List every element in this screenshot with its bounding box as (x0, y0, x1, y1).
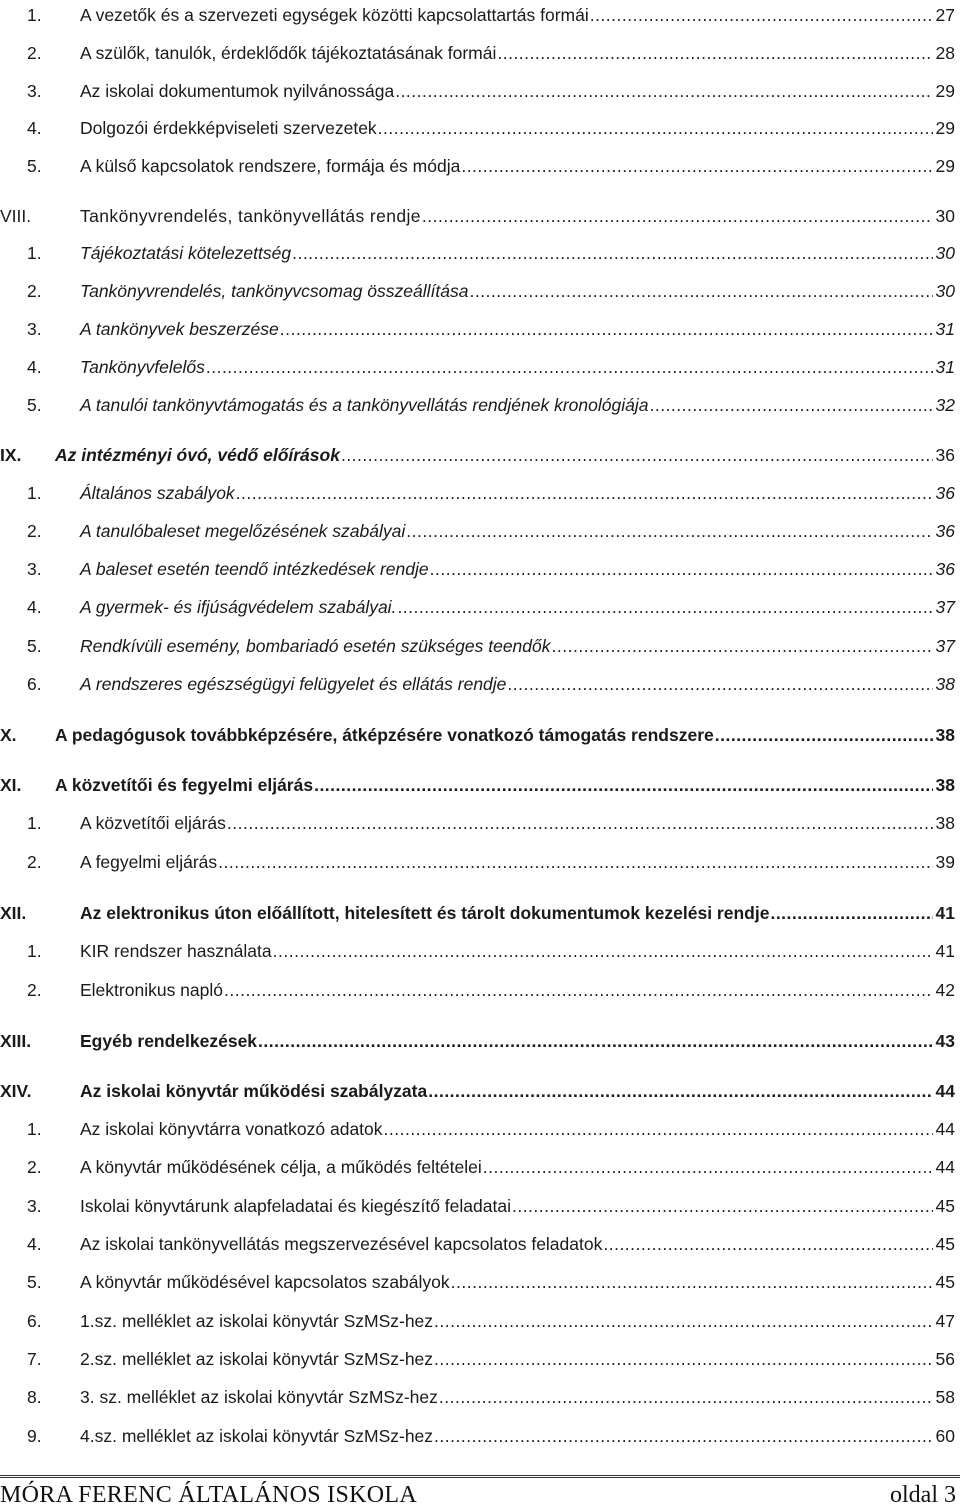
toc-entry-page: 37 (935, 597, 955, 617)
toc-dot-leader (292, 242, 932, 264)
toc-entry[interactable] (0, 722, 955, 746)
toc-entry-title: Általános szabályok (80, 483, 235, 503)
toc-entry-number: 2. (27, 980, 42, 1000)
toc-dot-leader (469, 280, 932, 302)
toc-entry-title: 3. sz. melléklet az iskolai könyvtár SzMSz-hez (80, 1387, 438, 1407)
toc-entry[interactable] (0, 1269, 955, 1293)
toc-entry-page: 38 (935, 813, 955, 833)
toc-dot-leader (590, 4, 933, 26)
toc-dot-leader (314, 774, 932, 796)
toc-entry-page: 29 (935, 81, 955, 101)
toc-entry[interactable] (0, 1154, 955, 1178)
toc-entry[interactable] (0, 1028, 955, 1052)
toc-dot-leader (236, 482, 933, 504)
toc-entry-title: Dolgozói érdekképviseleti szervezetek (80, 118, 377, 138)
toc-dot-leader (378, 117, 933, 139)
toc-entry[interactable] (0, 849, 955, 873)
toc-entry-title: Elektronikus napló (80, 980, 223, 1000)
toc-entry[interactable] (0, 1116, 955, 1140)
toc-entry-title: A könyvtár működésével kapcsolatos szabályok (80, 1272, 450, 1292)
toc-entry-page: 31 (935, 357, 955, 377)
toc-dot-leader (227, 812, 933, 834)
toc-entry[interactable] (0, 1193, 955, 1217)
toc-entry-page: 27 (935, 5, 955, 25)
toc-entry[interactable] (0, 78, 955, 102)
toc-entry[interactable] (0, 354, 955, 378)
toc-entry[interactable] (0, 594, 955, 618)
toc-dot-leader (434, 1348, 932, 1370)
toc-dot-leader (461, 155, 932, 177)
toc-entry-number: 4. (27, 118, 42, 138)
toc-dot-leader (497, 42, 932, 64)
toc-entry-title: Tankönyvfelelős (80, 357, 205, 377)
toc-entry-page: 47 (935, 1311, 955, 1331)
toc-entry-number: XII. (0, 903, 27, 923)
toc-entry-title: KIR rendszer használata (80, 941, 272, 961)
toc-entry-number: 8. (27, 1387, 42, 1407)
toc-entry-number: X. (0, 725, 17, 745)
toc-entry-title: A gyermek- és ifjúságvédelem szabályai. (80, 597, 397, 617)
toc-entry[interactable] (0, 1346, 955, 1370)
toc-entry[interactable] (0, 153, 955, 177)
toc-dot-leader (406, 520, 932, 542)
toc-entry-number: XI. (0, 775, 22, 795)
toc-entry-page: 44 (935, 1081, 955, 1101)
toc-entry-number: 1. (27, 941, 42, 961)
toc-entry[interactable] (0, 392, 955, 416)
toc-entry[interactable] (0, 1308, 955, 1332)
toc-entry-number: 5. (27, 1272, 42, 1292)
toc-entry-title: Tankönyvrendelés, tankönyvellátás rendje (80, 206, 421, 226)
toc-entry-title: A közvetítői és fegyelmi eljárás (55, 775, 314, 795)
toc-entry-number: IX. (0, 445, 22, 465)
toc-entry-title: Egyéb rendelkezések (80, 1031, 258, 1051)
toc-entry-page: 44 (935, 1119, 955, 1139)
toc-entry-title: Tájékoztatási kötelezettség (80, 243, 292, 263)
toc-entry-title: A tanulóbaleset megelőzésének szabályai (80, 521, 406, 541)
toc-entry-number: 2. (27, 281, 42, 301)
toc-entry-title: Tankönyvrendelés, tankönyvcsomag összeállítása (80, 281, 469, 301)
toc-entry-title: A tankönyvek beszerzése (80, 319, 279, 339)
toc-entry-title: Az intézményi óvó, védő előírások (55, 445, 340, 465)
footer-school-name: MÓRA FERENC ÁLTALÁNOS ISKOLA (0, 1482, 417, 1508)
toc-dot-leader (206, 356, 933, 378)
toc-entry[interactable] (0, 240, 955, 264)
toc-entry-title: Az iskolai tankönyvellátás megszervezésével kapcsolatos feladatok (80, 1234, 603, 1254)
toc-entry-page: 36 (935, 559, 955, 579)
toc-entry[interactable] (0, 938, 955, 962)
toc-entry-page: 36 (935, 483, 955, 503)
toc-entry-page: 39 (935, 852, 955, 872)
toc-entry-title: Iskolai könyvtárunk alapfeladatai és kiegészítő feladatai (80, 1196, 511, 1216)
toc-entry-page: 30 (935, 206, 955, 226)
toc-entry-number: 1. (27, 243, 42, 263)
toc-entry-title: A rendszeres egészségügyi felügyelet és ellátás rendje (80, 674, 507, 694)
toc-entry-number: 4. (27, 1234, 42, 1254)
toc-entry-page: 38 (935, 725, 955, 745)
toc-entry[interactable] (0, 442, 955, 466)
toc-dot-leader (428, 1080, 932, 1102)
toc-dot-leader (395, 80, 932, 102)
toc-entry-number: 2. (27, 852, 42, 872)
toc-entry-number: 4. (27, 597, 42, 617)
toc-entry-title: A könyvtár működésének célja, a működés feltételei (80, 1157, 482, 1177)
toc-entry[interactable] (0, 518, 955, 542)
toc-entry-title: Az iskolai dokumentumok nyilvánossága (80, 81, 395, 101)
toc-dot-leader (218, 851, 932, 873)
toc-entry-title: Az iskolai könyvtárra vonatkozó adatok (80, 1119, 383, 1139)
toc-entry[interactable] (0, 2, 955, 26)
toc-entry-page: 30 (935, 243, 955, 263)
toc-entry-number: 7. (27, 1349, 42, 1369)
toc-entry-page: 45 (935, 1196, 955, 1216)
toc-entry-page: 60 (935, 1426, 955, 1446)
toc-entry-number: XIII. (0, 1031, 32, 1051)
toc-entry[interactable] (0, 203, 955, 227)
toc-entry-page: 29 (935, 156, 955, 176)
toc-entry[interactable] (0, 772, 955, 796)
toc-entry-page: 44 (935, 1157, 955, 1177)
toc-entry-title: 4.sz. melléklet az iskolai könyvtár SzMSz-hez (80, 1426, 434, 1446)
toc-entry-page: 36 (935, 445, 955, 465)
toc-entry-title: 2.sz. melléklet az iskolai könyvtár SzMSz-hez (80, 1349, 434, 1369)
toc-dot-leader (507, 673, 932, 695)
toc-entry-number: 6. (27, 674, 42, 694)
toc-entry-number: 3. (27, 1196, 42, 1216)
toc-dot-leader (512, 1195, 933, 1217)
toc-dot-leader (451, 1271, 933, 1293)
toc-entry-page: 45 (935, 1272, 955, 1292)
toc-entry-title: A baleset esetén teendő intézkedések rendje (80, 559, 429, 579)
toc-entry-page: 37 (935, 636, 955, 656)
toc-dot-leader (439, 1386, 933, 1408)
toc-entry-title: Az iskolai könyvtár működési szabályzata (80, 1081, 428, 1101)
toc-entry-page: 32 (935, 395, 955, 415)
toc-entry-page: 42 (935, 980, 955, 1000)
toc-entry-number: 5. (27, 395, 42, 415)
toc-dot-leader (341, 444, 933, 466)
toc-entry-page: 31 (935, 319, 955, 339)
toc-entry-page: 38 (935, 775, 955, 795)
toc-entry[interactable] (0, 1231, 955, 1255)
toc-entry-title: A közvetítői eljárás (80, 813, 226, 833)
toc-entry-number: 1. (27, 813, 42, 833)
toc-entry[interactable] (0, 977, 955, 1001)
toc-entry-title: Rendkívüli esemény, bombariadó esetén szükséges teendők (80, 636, 551, 656)
toc-entry-number: 3. (27, 81, 42, 101)
toc-entry-number: VIII. (0, 206, 32, 226)
toc-entry-page: 45 (935, 1234, 955, 1254)
toc-entry-number: 5. (27, 636, 42, 656)
toc-entry-page: 38 (935, 674, 955, 694)
toc-entry-title: Az elektronikus úton előállított, hitelesített és tárolt dokumentumok kezelési rendje (80, 903, 770, 923)
toc-entry-page: 36 (935, 521, 955, 541)
toc-entry[interactable] (0, 1078, 955, 1102)
toc-entry-page: 43 (935, 1031, 955, 1051)
toc-entry[interactable] (0, 115, 955, 139)
toc-entry-title: A pedagógusok továbbképzésére, átképzésére vonatkozó támogatás rendszere (55, 725, 714, 745)
toc-entry-title: A tanulói tankönyvtámogatás és a tankönyvellátás rendjének kronológiája (80, 395, 649, 415)
toc-entry[interactable] (0, 1423, 955, 1447)
toc-dot-leader (770, 902, 932, 924)
toc-dot-leader (715, 724, 933, 746)
toc-entry-page: 58 (935, 1387, 955, 1407)
toc-entry-number: 1. (27, 5, 42, 25)
toc-entry-title: A fegyelmi eljárás (80, 852, 218, 872)
toc-entry-number: 9. (27, 1426, 42, 1446)
toc-dot-leader (603, 1233, 932, 1255)
toc-dot-leader (552, 635, 933, 657)
toc-dot-leader (649, 394, 932, 416)
toc-entry[interactable] (0, 1384, 955, 1408)
footer-divider (0, 1475, 960, 1478)
toc-entry-title: A vezetők és a szervezeti egységek közötti kapcsolattartás formái (80, 5, 589, 25)
toc-entry[interactable] (0, 278, 955, 302)
toc-entry[interactable] (0, 40, 955, 64)
toc-dot-leader (224, 979, 933, 1001)
toc-entry[interactable] (0, 316, 955, 340)
toc-dot-leader (422, 205, 933, 227)
toc-entry-title: A szülők, tanulók, érdeklődők tájékoztatásának formái (80, 43, 497, 63)
toc-dot-leader (434, 1310, 932, 1332)
toc-entry-number: 3. (27, 559, 42, 579)
toc-entry[interactable] (0, 480, 955, 504)
toc-entry-number: 3. (27, 319, 42, 339)
toc-entry[interactable] (0, 671, 955, 695)
toc-entry-title: 1.sz. melléklet az iskolai könyvtár SzMSz-hez (80, 1311, 434, 1331)
toc-entry[interactable] (0, 810, 955, 834)
toc-entry-number: 6. (27, 1311, 42, 1331)
toc-entry-number: XIV. (0, 1081, 32, 1101)
toc-entry-page: 56 (935, 1349, 955, 1369)
toc-entry[interactable] (0, 633, 955, 657)
toc-entry[interactable] (0, 900, 955, 924)
toc-dot-leader (397, 596, 932, 618)
toc-entry-number: 2. (27, 1157, 42, 1177)
toc-dot-leader (483, 1156, 933, 1178)
footer-page-number: oldal 3 (890, 1482, 956, 1508)
toc-entry-title: A külső kapcsolatok rendszere, formája és módja (80, 156, 461, 176)
toc-dot-leader (384, 1118, 933, 1140)
toc-dot-leader (273, 940, 933, 962)
toc-entry-number: 1. (27, 483, 42, 503)
toc-entry-page: 30 (935, 281, 955, 301)
toc-entry[interactable] (0, 556, 955, 580)
toc-entry-number: 2. (27, 521, 42, 541)
toc-dot-leader (430, 558, 933, 580)
toc-entry-number: 1. (27, 1119, 42, 1139)
toc-entry-number: 5. (27, 156, 42, 176)
toc-entry-page: 41 (935, 941, 955, 961)
toc-entry-number: 4. (27, 357, 42, 377)
toc-entry-page: 29 (935, 118, 955, 138)
toc-entry-page: 28 (935, 43, 955, 63)
toc-entry-page: 41 (935, 903, 955, 923)
toc-dot-leader (258, 1030, 932, 1052)
toc-dot-leader (280, 318, 933, 340)
toc-dot-leader (434, 1425, 932, 1447)
toc-entry-number: 2. (27, 43, 42, 63)
